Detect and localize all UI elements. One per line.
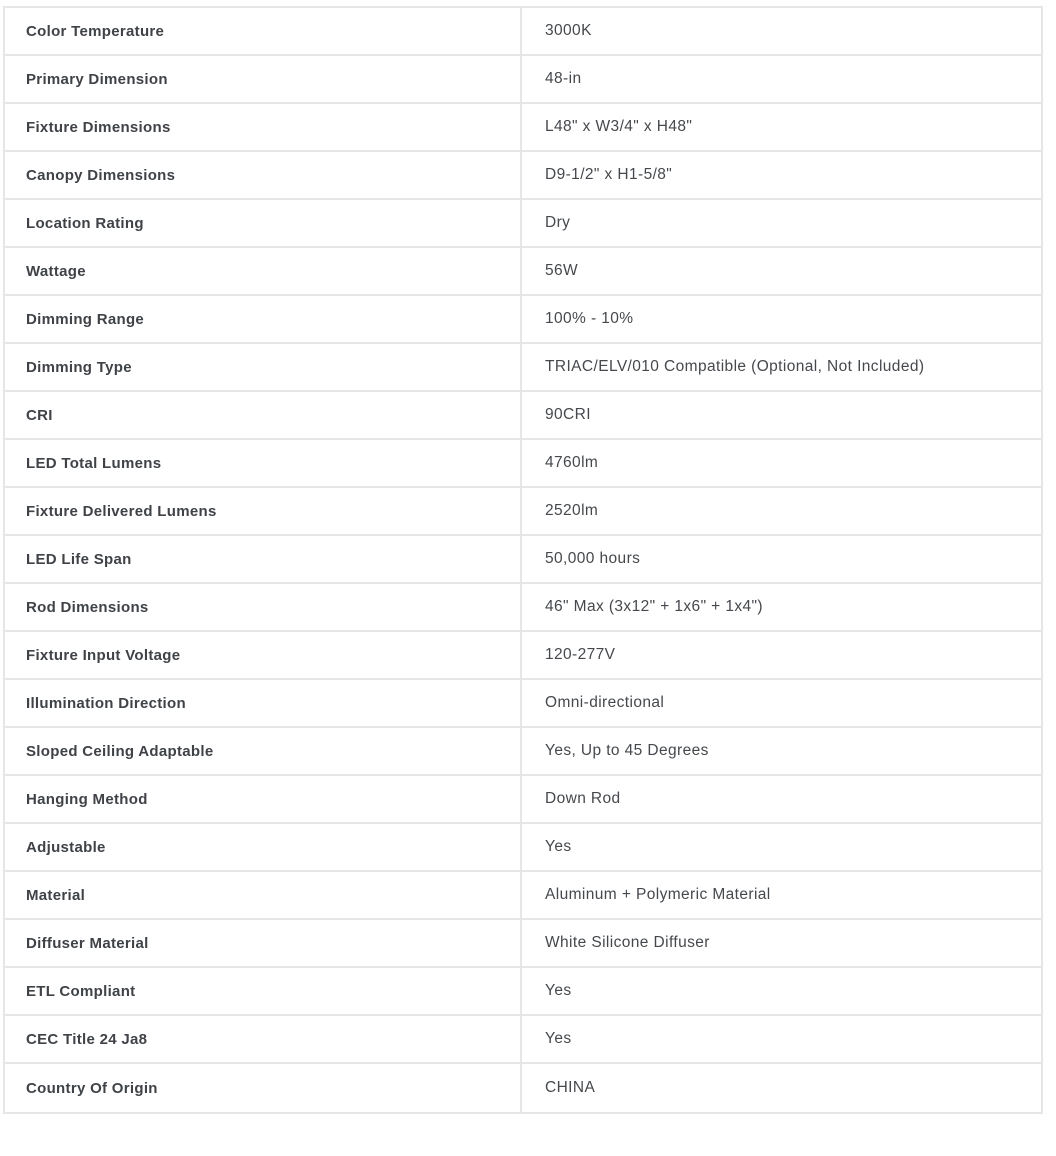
spec-label: LED Life Span (5, 536, 522, 582)
spec-label: Wattage (5, 248, 522, 294)
spec-label: Rod Dimensions (5, 584, 522, 630)
spec-label: Illumination Direction (5, 680, 522, 726)
spec-label: Primary Dimension (5, 56, 522, 102)
table-row (5, 296, 1041, 344)
spec-value: Yes (545, 838, 572, 855)
spec-label: Material (5, 872, 522, 918)
spec-value: 120-277V (545, 646, 616, 663)
table-row (5, 632, 1041, 680)
table-row (5, 920, 1041, 968)
spec-value: CHINA (545, 1079, 596, 1096)
spec-value: 4760lm (545, 454, 599, 471)
spec-label: Adjustable (5, 824, 522, 870)
table-row (5, 872, 1041, 920)
spec-label: Location Rating (5, 200, 522, 246)
table-row (5, 440, 1041, 488)
spec-value: 56W (545, 262, 579, 279)
spec-value: 2520lm (545, 502, 599, 519)
spec-label: Canopy Dimensions (5, 152, 522, 198)
table-row (5, 824, 1041, 872)
table-row (5, 104, 1041, 152)
spec-value: 48-in (545, 70, 582, 87)
table-row (5, 776, 1041, 824)
spec-value: Omni-directional (545, 694, 665, 711)
spec-value: Down Rod (545, 790, 621, 807)
spec-label: CRI (5, 392, 522, 438)
table-row (5, 56, 1041, 104)
spec-value: Yes, Up to 45 Degrees (545, 742, 709, 759)
table-row (5, 248, 1041, 296)
spec-label: Sloped Ceiling Adaptable (5, 728, 522, 774)
table-row (5, 344, 1041, 392)
spec-label: Dimming Type (5, 344, 522, 390)
spec-value: 100% - 10% (545, 310, 634, 327)
spec-label: LED Total Lumens (5, 440, 522, 486)
table-row (5, 680, 1041, 728)
spec-label: Fixture Delivered Lumens (5, 488, 522, 534)
spec-label: Color Temperature (5, 8, 522, 54)
table-row (5, 152, 1041, 200)
table-row (5, 1064, 1041, 1112)
spec-label: Fixture Input Voltage (5, 632, 522, 678)
specifications-table (3, 6, 1043, 1114)
table-row (5, 392, 1041, 440)
spec-label: CEC Title 24 Ja8 (5, 1016, 522, 1062)
spec-label: Diffuser Material (5, 920, 522, 966)
spec-value: White Silicone Diffuser (545, 934, 710, 951)
table-row (5, 1016, 1041, 1064)
table-row (5, 584, 1041, 632)
spec-value: Yes (545, 982, 572, 999)
table-row (5, 968, 1041, 1016)
table-row (5, 728, 1041, 776)
spec-value: L48" x W3/4" x H48" (545, 118, 693, 135)
spec-value: 90CRI (545, 406, 591, 423)
table-row (5, 488, 1041, 536)
spec-value: Yes (545, 1030, 572, 1047)
spec-value: 46" Max (3x12" + 1x6" + 1x4") (545, 598, 763, 615)
spec-label: ETL Compliant (5, 968, 522, 1014)
spec-label: Hanging Method (5, 776, 522, 822)
spec-value: TRIAC/ELV/010 Compatible (Optional, Not Included) (545, 358, 925, 375)
spec-value: D9-1/2" x H1-5/8" (545, 166, 673, 183)
spec-value: Aluminum + Polymeric Material (545, 886, 771, 903)
spec-value: 50,000 hours (545, 550, 641, 567)
spec-value: 3000K (545, 22, 592, 39)
table-row (5, 536, 1041, 584)
spec-value: Dry (545, 214, 571, 231)
spec-label: Dimming Range (5, 296, 522, 342)
table-row (5, 8, 1041, 56)
table-row (5, 200, 1041, 248)
spec-label: Fixture Dimensions (5, 104, 522, 150)
spec-label: Country Of Origin (5, 1064, 522, 1112)
